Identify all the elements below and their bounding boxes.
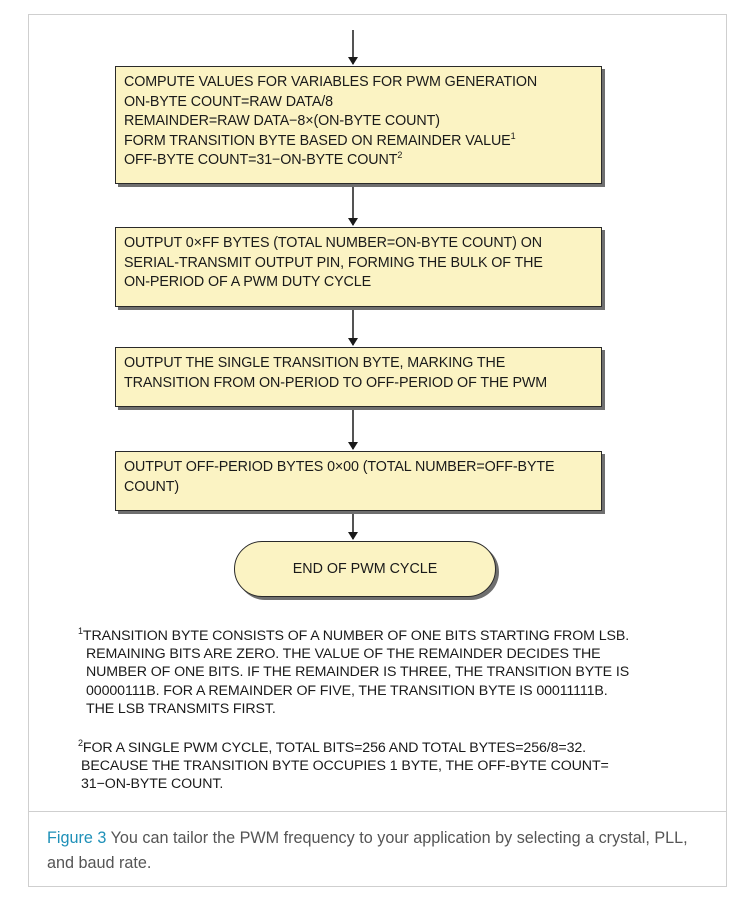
footnote-2-line1: FOR A SINGLE PWM CYCLE, TOTAL BITS=256 AND TOTAL BYTES=256/8=32. (82, 740, 587, 756)
step2-line1: OUTPUT 0×FF BYTES (TOTAL NUMBER=ON-BYTE COUNT) ON (124, 235, 542, 251)
flow-terminal-end: END OF PWM CYCLE (234, 541, 496, 597)
step4-line1: OUTPUT OFF-PERIOD BYTES 0×00 (TOTAL NUMBER=OFF-BYTE (124, 459, 555, 475)
step1-line1: COMPUTE VALUES FOR VARIABLES FOR PWM GENERATION (124, 74, 538, 90)
step1-line5-wrap (124, 151, 593, 171)
flow-step-output-transition-byte (115, 347, 602, 407)
footnote-2 (78, 739, 609, 794)
step1-line5: OFF-BYTE COUNT=31−ON-BYTE COUNT (124, 152, 398, 168)
footnote-2-line3: 31−ON-BYTE COUNT. (81, 776, 224, 793)
figure-label: Figure 3 (47, 829, 107, 847)
step2-line3: ON-PERIOD OF A PWM DUTY CYCLE (124, 274, 372, 290)
footnote-2-first-line (78, 739, 609, 757)
footnote-2-mark: 2 (78, 738, 83, 748)
step3-line1: OUTPUT THE SINGLE TRANSITION BYTE, MARKING THE (124, 355, 506, 371)
footnote-ref-2: 2 (397, 150, 403, 160)
step3-line2: TRANSITION FROM ON-PERIOD TO OFF-PERIOD OF THE PWM (124, 374, 548, 391)
footnote-2-line2: BECAUSE THE TRANSITION BYTE OCCUPIES 1 BYTE, THE OFF-BYTE COUNT= (81, 758, 609, 775)
flow-step-output-ff-bytes (115, 227, 602, 307)
footnote-1-line4: 00000111B. FOR A REMAINDER OF FIVE, THE TRANSITION BYTE IS 00011111B. (86, 682, 608, 699)
footnote-1-line1: TRANSITION BYTE CONSISTS OF A NUMBER OF ONE BITS STARTING FROM LSB. (82, 628, 630, 644)
flow-step-compute-values (115, 66, 602, 184)
flow-step-output-off-period-bytes (115, 451, 602, 511)
step2-line2: SERIAL-TRANSMIT OUTPUT PIN, FORMING THE BULK OF THE (124, 254, 543, 271)
footnote-1-first-line (78, 627, 629, 645)
step1-line4: FORM TRANSITION BYTE BASED ON REMAINDER VALUE (124, 132, 511, 149)
figure-caption (47, 826, 707, 876)
step1-line3: REMAINDER=RAW DATA−8×(ON-BYTE COUNT) (124, 113, 440, 129)
step1-line4-wrap (124, 132, 593, 152)
footnote-1-line2: REMAINING BITS ARE ZERO. THE VALUE OF THE REMAINDER DECIDES THE (86, 646, 601, 663)
footnote-1-mark: 1 (78, 626, 83, 636)
footnote-ref-1: 1 (510, 130, 516, 141)
caption-text: You can tailor the PWM frequency to your application by selecting a crystal, PLL, and baud rate. (47, 829, 688, 872)
footnote-1-line3: NUMBER OF ONE BITS. IF THE REMAINDER IS THREE, THE TRANSITION BYTE IS (86, 664, 630, 681)
footnote-1 (78, 627, 629, 718)
footnote-1-line5: THE LSB TRANSMITS FIRST. (86, 700, 276, 717)
step4-line2: COUNT) (124, 478, 179, 495)
step1-line2: ON-BYTE COUNT=RAW DATA/8 (124, 93, 334, 110)
